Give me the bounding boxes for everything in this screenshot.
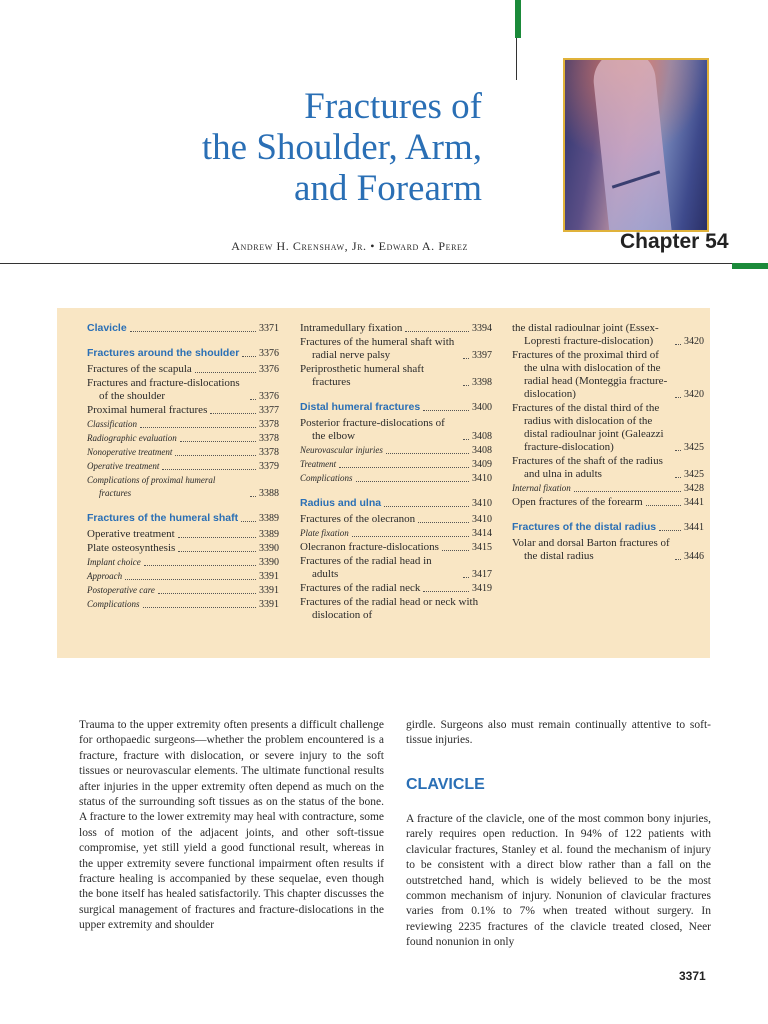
toc-entry [87,377,279,403]
toc-entry [300,527,492,540]
toc-leader-dots [675,344,681,345]
forearm-xray-image [563,58,709,232]
toc-entry-page: 3388 [259,488,279,499]
toc-entry [512,455,704,481]
toc-entry-page: 3378 [259,447,279,458]
toc-leader-dots [463,358,469,359]
clavicle-paragraph: A fracture of the clavicle, one of the most common bony injuries, rarely requires open reduction. In 94% of 122 patients with clavicular fractures, Stanley et al. found the mechanism of injury to be consistent with a direct blow rather than a fall on the outstretched hand, which is widely believed to be the most common mechanism of injury. Nonunion of clavicular fractures varies from 0.1% to 7% when treated without surgery. In reviewing 2235 fractures of the clavicle treated closed, Neer found nonunion in only [406,813,711,949]
toc-entry [87,347,279,360]
toc-column [300,322,492,623]
vertical-rule [516,38,517,80]
toc-entry [512,496,704,509]
toc-leader-dots [339,467,469,468]
toc-entry-page: 3410 [472,473,492,484]
toc-entry-page: 3376 [259,391,279,402]
toc-entry [87,512,279,525]
toc-entry [512,521,704,534]
toc-leader-dots [386,453,469,454]
toc-entry-label: Complications of proximal humeral fractures [87,475,216,498]
toc-leader-dots [675,477,681,478]
toc-entry-label: Fractures of the radial neck [300,582,421,594]
toc-leader-dots [241,521,256,522]
toc-entry-page: 3409 [472,459,492,470]
toc-entry-label: Olecranon fracture-dislocations [300,541,439,553]
toc-entry-label: Proximal humeral fractures [87,404,208,416]
toc-leader-dots [195,372,256,373]
toc-entry [87,584,279,597]
toc-entry-label: Fractures of the scapula [87,363,192,375]
toc-leader-dots [675,450,681,451]
toc-leader-dots [423,410,469,411]
toc-entry [300,401,492,414]
toc-entry [300,472,492,485]
toc-leader-dots [442,550,469,551]
toc-leader-dots [463,385,469,386]
toc-entry-page: 3376 [259,364,279,375]
toc-leader-dots [125,579,256,580]
toc-entry-page: 3420 [684,389,704,400]
toc-leader-dots [210,413,256,414]
toc-leader-dots [242,356,256,357]
toc-entry-label: Internal fixation [512,483,571,493]
toc-entry-label: Plate fixation [300,528,349,538]
intro-paragraph-continuation: girdle. Surgeons also must remain continually attentive to soft-tissue injuries. [406,719,711,747]
toc-entry-page: 3391 [259,571,279,582]
toc-entry [87,474,279,500]
toc-leader-dots [463,439,469,440]
toc-leader-dots [352,536,469,537]
toc-entry-label: Complications [300,473,353,483]
toc-entry-label: Complications [87,599,140,609]
toc-entry-label: Radiographic evaluation [87,433,177,443]
toc-entry-label: Fractures of the olecranon [300,513,416,525]
toc-entry [300,336,492,362]
toc-entry [87,556,279,569]
toc-column [87,322,279,612]
toc-entry [512,322,704,348]
toc-entry [87,446,279,459]
toc-entry-label: Volar and dorsal Barton fractures of the distal radius [512,537,670,562]
toc-leader-dots [405,331,469,332]
toc-entry [87,528,279,541]
toc-entry [300,363,492,389]
toc-leader-dots [158,593,256,594]
toc-leader-dots [356,481,469,482]
toc-entry-page: 3394 [472,323,492,334]
toc-entry-page: 3378 [259,419,279,430]
toc-entry-page: 3397 [472,350,492,361]
toc-entry-label: Approach [87,571,123,581]
toc-entry [300,444,492,457]
toc-entry-label: Fractures of the shaft of the radius and ulna in adults [512,455,663,480]
toc-entry-page: 3378 [259,433,279,444]
toc-entry-page: 3441 [684,497,704,508]
toc-entry-page: 3390 [259,557,279,568]
toc-leader-dots [144,565,256,566]
toc-entry-label: Radius and ulna [300,497,382,509]
toc-leader-dots [675,397,681,398]
toc-entry-label: Open fractures of the forearm [512,496,643,508]
toc-leader-dots [574,491,681,492]
toc-entry [87,322,279,335]
toc-entry-page: 3414 [472,528,492,539]
toc-entry-page: 3417 [472,569,492,580]
title-line: Fractures of [304,86,482,127]
toc-leader-dots [178,537,256,538]
page-number: 3371 [679,969,706,983]
toc-entry-label: Fractures of the proximal third of the ulna with dislocation of the radial head (Monteggia fracture-dislocation) [512,349,668,400]
toc-entry-page: 3389 [259,513,279,524]
green-accent-bar-top [515,0,521,38]
toc-entry-page: 3420 [684,336,704,347]
toc-entry-label: Treatment [300,459,337,469]
toc-entry-page: 3441 [684,522,704,533]
intro-paragraph: Trauma to the upper extremity often presents a difficult challenge for orthopaedic surgeons—whether the problem encountered is a fracture, fracture with dislocation, or severe injury to the soft tissues or neurovascular elements. The ultimate functional results after injuries in the upper extremity often depend as much on the status of the surrounding soft tissues as on the status of the bone. A fracture to the lower extremity may heal with contracture, some loss of motion of the adjacent joints, and other soft-tissue compromise, yet still yield a good functional result, whereas in the upper extremity severe functional impairment often results if fracture healing is accompanied by these sequelae, even though the bone itself has healed satisfactorily. This chapter discusses the surgical management of fractures and fracture-dislocations in the upper extremity and shoulder [79,719,384,932]
toc-entry-label: Posterior fracture-dislocations of the elbow [300,417,445,442]
toc-entry-label: Fractures and fracture-dislocations of the shoulder [87,377,240,402]
toc-entry-label: Neurovascular injuries [300,445,383,455]
toc-leader-dots [418,522,469,523]
toc-entry-page: 3408 [472,431,492,442]
chapter-title [202,86,482,209]
toc-leader-dots [143,607,256,608]
toc-leader-dots [646,505,681,506]
toc-entry-page: 3425 [684,469,704,480]
toc-entry-label: Classification [87,419,138,429]
toc-entry [87,542,279,555]
toc-entry [300,596,492,622]
toc-entry-label: Implant choice [87,557,141,567]
toc-leader-dots [384,506,469,507]
toc-entry-page: 3428 [684,483,704,494]
toc-entry-label: Fractures of the radial head or neck with dislocation of [300,596,479,621]
toc-entry [300,513,492,526]
toc-entry [87,404,279,417]
toc-leader-dots [178,551,256,552]
toc-entry-label: Clavicle [87,322,127,334]
toc-leader-dots [250,399,256,400]
toc-entry-page: 3391 [259,585,279,596]
toc-leader-dots [250,496,256,497]
title-line: the Shoulder, Arm, [201,127,482,168]
toc-entry-page: 3371 [259,323,279,334]
toc-entry [87,418,279,431]
green-accent-bar-rule [732,263,768,269]
toc-entry-label: Postoperative care [87,585,155,595]
toc-leader-dots [130,331,256,332]
toc-entry-page: 3390 [259,543,279,554]
toc-entry-label: Fractures of the distal radius [512,521,657,533]
toc-entry-label: Periprosthetic humeral shaft fractures [300,363,425,388]
toc-leader-dots [162,469,256,470]
toc-entry-label: Fractures around the shoulder [87,347,240,359]
toc-entry [512,482,704,495]
toc-entry [512,349,704,401]
toc-entry [300,497,492,510]
toc-entry-label: Distal humeral fractures [300,401,421,413]
toc-column [512,322,704,564]
toc-entry [300,541,492,554]
toc-entry [300,555,492,581]
toc-entry-page: 3379 [259,461,279,472]
toc-leader-dots [659,530,681,531]
toc-entry-label: Plate osteosynthesis [87,542,176,554]
toc-entry [512,537,704,563]
toc-entry-label: Fractures of the humeral shaft [87,512,239,524]
table-of-contents [57,308,710,658]
toc-entry-page: 3376 [259,348,279,359]
toc-entry-label: Nonoperative treatment [87,447,173,457]
toc-entry-page: 3408 [472,445,492,456]
toc-entry-label: Operative treatment [87,461,160,471]
authors: Andrew H. Crenshaw, Jr. • Edward A. Perez [231,239,468,253]
toc-entry [300,458,492,471]
toc-entry-page: 3389 [259,529,279,540]
toc-entry [87,363,279,376]
title-line: and Forearm [293,168,482,209]
chapter-number: Chapter 54 [620,230,729,253]
header-rule [0,263,768,264]
toc-leader-dots [675,559,681,560]
toc-entry [512,402,704,454]
toc-entry-label: Fractures of the humeral shaft with radial nerve palsy [300,336,455,361]
toc-entry-label: the distal radioulnar joint (Essex-Lopresti fracture-dislocation) [512,322,659,347]
toc-leader-dots [463,577,469,578]
toc-entry [300,582,492,595]
toc-entry [300,417,492,443]
toc-entry-page: 3377 [259,405,279,416]
toc-entry [87,432,279,445]
toc-entry-page: 3400 [472,402,492,413]
toc-entry [87,460,279,473]
toc-leader-dots [180,441,256,442]
toc-entry-label: Fractures of the radial head in adults [300,555,432,580]
toc-entry-page: 3410 [472,498,492,509]
toc-entry-page: 3415 [472,542,492,553]
toc-entry-page: 3391 [259,599,279,610]
toc-entry-page: 3419 [472,583,492,594]
toc-leader-dots [423,591,469,592]
toc-entry-page: 3410 [472,514,492,525]
toc-entry-label: Fractures of the distal third of the radius with dislocation of the distal radioulnar joint (Galeazzi fracture-dislocation) [512,402,664,453]
section-heading: CLAVICLE [406,776,485,793]
toc-entry [87,570,279,583]
toc-entry [87,598,279,611]
toc-leader-dots [140,427,256,428]
toc-entry-page: 3446 [684,551,704,562]
toc-entry-page: 3425 [684,442,704,453]
toc-leader-dots [175,455,256,456]
toc-entry-page: 3398 [472,377,492,388]
toc-entry [300,322,492,335]
toc-entry-label: Intramedullary fixation [300,322,403,334]
toc-entry-label: Operative treatment [87,528,175,540]
